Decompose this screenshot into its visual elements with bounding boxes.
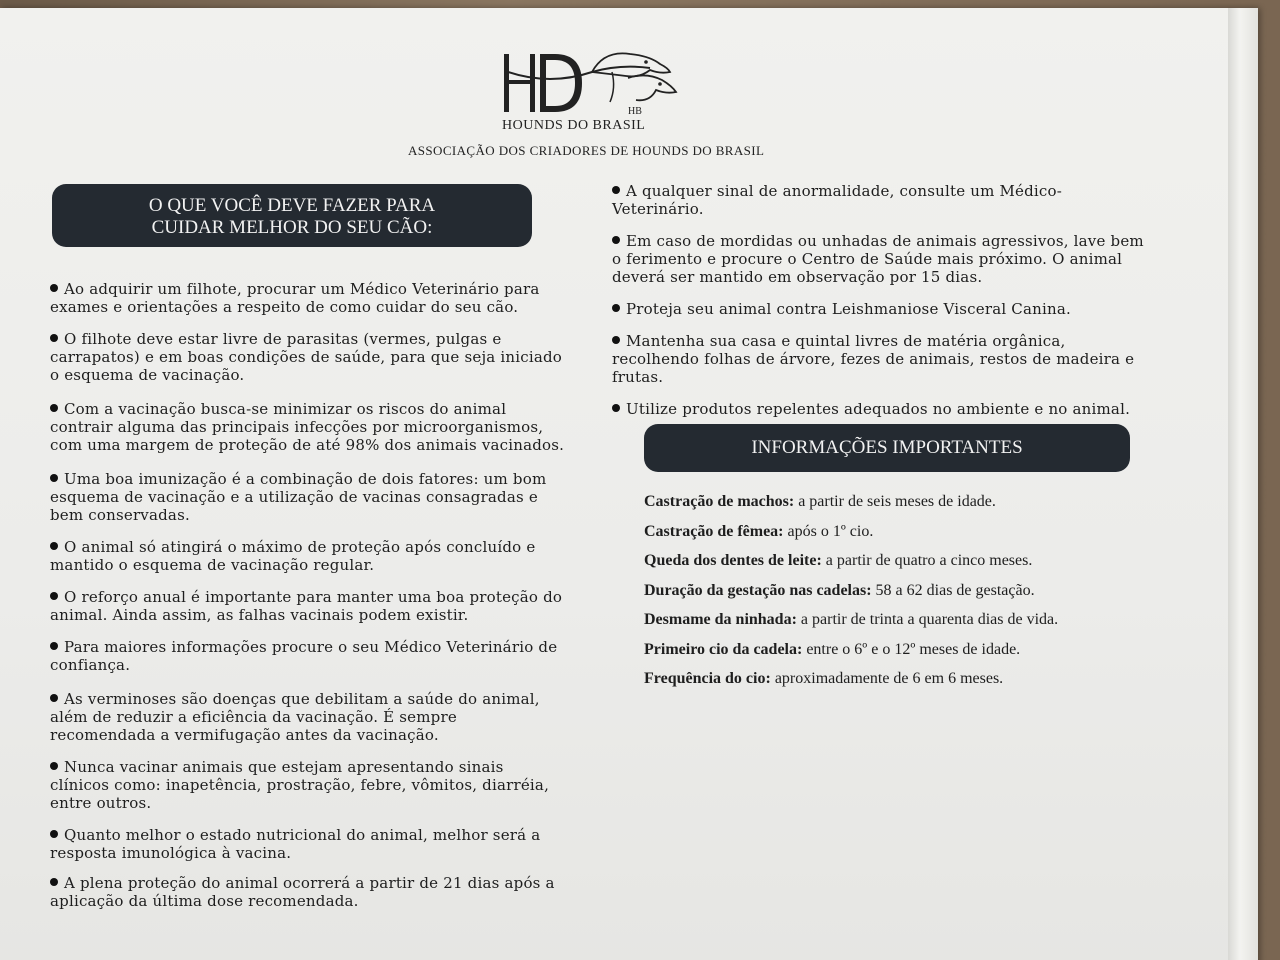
info-row: Queda dos dentes de leite: a partir de quatro a cinco meses. xyxy=(644,552,1033,569)
info-row: Castração de fêmea: após o 1º cio. xyxy=(644,522,874,540)
bullet-icon xyxy=(50,830,58,838)
list-item: Proteja seu animal contra Leishmaniose Visceral Canina. xyxy=(612,300,1152,318)
bullet-icon xyxy=(50,762,58,770)
svg-text:HB: HB xyxy=(628,106,642,117)
bullet-icon xyxy=(612,304,620,312)
bullet-icon xyxy=(50,284,58,292)
precautions-list xyxy=(612,182,1152,418)
list-item: O reforço anual é importante para manter uma boa proteção do animal. Ainda assim, as falhas vacinais podem existir. xyxy=(50,588,563,624)
bullet-icon xyxy=(50,542,58,550)
list-item: A plena proteção do animal ocorrerá a partir de 21 dias após a aplicação da última dose recomendada. xyxy=(50,874,555,910)
bullet-icon xyxy=(50,474,58,482)
list-item: Com a vacinação busca-se minimizar os riscos do animal contrair alguma das principais infecções por microorganismos, com uma margem de proteção de até 98% dos animais vacinados. xyxy=(50,400,565,454)
section-title-care xyxy=(52,184,532,247)
bullet-icon xyxy=(50,404,58,412)
list-item: Em caso de mordidas ou unhadas de animais agressivos, lave bem o ferimento e procure o Centro de Saúde mais próximo. O animal deverá ser mantido em observação por 15 dias. xyxy=(612,232,1144,286)
care-tips-list xyxy=(50,280,565,910)
info-row: Duração da gestação nas cadelas: 58 a 62 dias de gestação. xyxy=(644,581,1035,599)
info-row: Castração de machos: a partir de seis meses de idade. xyxy=(644,493,996,510)
list-item: Mantenha sua casa e quintal livres de matéria orgânica, recolhendo folhas de árvore, fezes de animais, restos de madeira e frutas. xyxy=(612,332,1135,386)
bullet-icon xyxy=(50,694,58,702)
bullet-icon xyxy=(612,236,620,244)
bullet-icon xyxy=(50,642,58,650)
list-item: Ao adquirir um filhote, procurar um Médico Veterinário para exames e orientações a respeito de como cuidar do seu cão. xyxy=(50,280,540,316)
list-item: A qualquer sinal de anormalidade, consulte um Médico-Veterinário. xyxy=(612,182,1063,218)
bullet-icon xyxy=(612,336,620,344)
list-item: Uma boa imunização é a combinação de dois fatores: um bom esquema de vacinação e a utilização de vacinas consagradas e bem conservadas. xyxy=(50,470,547,524)
list-item: As verminoses são doenças que debilitam a saúde do animal, além de reduzir a eficiência da vacinação. É sempre recomendada a vermifugação antes da vacinação. xyxy=(50,690,540,744)
association-name: ASSOCIAÇÃO DOS CRIADORES DE HOUNDS DO BRASIL xyxy=(408,143,765,158)
important-info-list xyxy=(644,487,1144,694)
info-row: Desmame da ninhada: a partir de trinta a quarenta dias de vida. xyxy=(644,611,1059,628)
info-row: Frequência do cio: aproximadamente de 6 em 6 meses. xyxy=(644,670,1004,687)
paper-edge xyxy=(1228,8,1258,960)
list-item: Nunca vacinar animais que estejam apresentando sinais clínicos como: inapetência, prostração, febre, vômitos, diarréia, entre outros. xyxy=(50,758,550,812)
section-title-line-2: CUIDAR MELHOR DO SEU CÃO: xyxy=(151,217,433,238)
bullet-icon xyxy=(50,592,58,600)
logo-wordmark: HOUNDS DO BRASIL xyxy=(502,118,646,133)
section-title-line-1: O QUE VOCÊ DEVE FAZER PARA xyxy=(148,195,436,216)
section-title-info: INFORMAÇÕES IMPORTANTES xyxy=(644,424,1130,472)
bullet-icon xyxy=(612,186,620,194)
list-item: O animal só atingirá o máximo de proteção após concluído e mantido o esquema de vacinação regular. xyxy=(50,538,536,574)
info-row: Primeiro cio da cadela: entre o 6º e o 12º meses de idade. xyxy=(644,640,1021,658)
bullet-icon xyxy=(50,878,58,886)
list-item: O filhote deve estar livre de parasitas (vermes, pulgas e carrapatos) e em boas condições de saúde, para que seja iniciado o esquema de vacinação. xyxy=(50,330,563,384)
list-item: Quanto melhor o estado nutricional do animal, melhor será a resposta imunológica à vacina. xyxy=(50,826,541,862)
bullet-icon xyxy=(612,404,620,412)
bullet-icon xyxy=(50,334,58,342)
list-item: Para maiores informações procure o seu Médico Veterinário de confiança. xyxy=(50,638,558,674)
list-item: Utilize produtos repelentes adequados no ambiente e no animal. xyxy=(612,400,1152,418)
